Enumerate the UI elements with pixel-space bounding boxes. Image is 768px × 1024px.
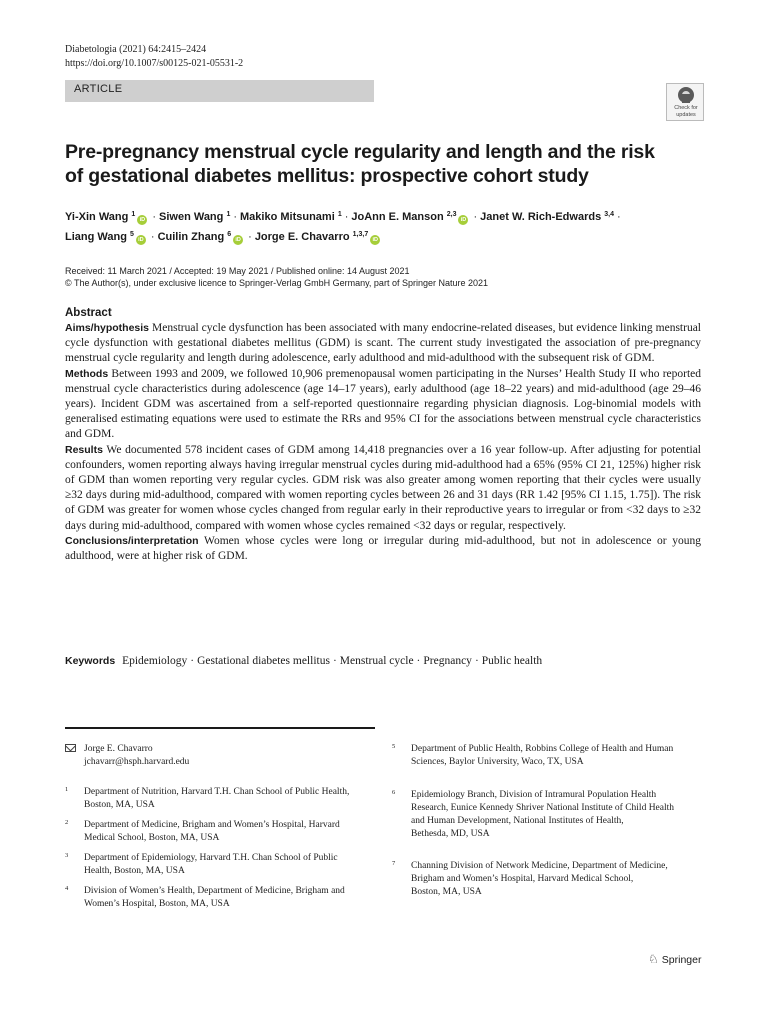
article-type-label: ARTICLE [74, 83, 123, 95]
affiliation-line: Department of Public Health, Robbins College of Health and Human [411, 744, 674, 754]
keyword[interactable]: Gestational diabetes mellitus [197, 655, 330, 667]
orcid-icon[interactable]: iD [370, 235, 380, 245]
keyword[interactable]: Pregnancy [423, 655, 472, 667]
author[interactable] [351, 211, 470, 223]
crossmark-flag-icon [682, 94, 690, 103]
history-dates: Received: 11 March 2021 / Accepted: 19 May 2021 / Published online: 14 August 2021 [65, 266, 410, 276]
conclusions-text: Women whose cycles were long or irregular during mid-adulthood, but not in adolescence or young adulthood, were at higher risk of GDM. [65, 534, 701, 563]
affiliation-number: 4 [65, 885, 69, 892]
keyword[interactable]: Menstrual cycle [339, 655, 414, 667]
abstract-section [65, 306, 701, 564]
doi-link[interactable]: https://doi.org/10.1007/s00125-021-05531-2 [65, 58, 244, 69]
affiliation-line: Department of Nutrition, Harvard T.H. Chan School of Public Health, [84, 787, 350, 797]
affiliation-number: 6 [392, 789, 396, 796]
keyword-separator: · [332, 655, 337, 667]
affiliation-line: and Human Development, National Institutes of Health, [411, 816, 624, 826]
author-name: Jorge E. Chavarro [254, 231, 350, 243]
author-affiliation-ref: 6 [227, 231, 232, 238]
keyword[interactable]: Public health [481, 655, 543, 667]
envelope-icon [65, 744, 76, 752]
check-for-updates-button[interactable] [666, 83, 704, 121]
author-affiliation-ref: 5 [129, 231, 134, 238]
keywords-label: Keywords [65, 655, 116, 667]
author[interactable] [240, 211, 342, 223]
article-title [65, 140, 705, 188]
corresponding-author-name: Jorge E. Chavarro [84, 744, 153, 754]
results-label: Results [65, 443, 103, 456]
footnote-divider [65, 727, 375, 729]
author[interactable] [65, 211, 149, 223]
author-separator: · [473, 211, 478, 223]
affiliation-line: Bethesda, MD, USA [411, 829, 490, 839]
orcid-icon[interactable]: iD [233, 235, 243, 245]
author-affiliation-ref: 1 [226, 211, 231, 218]
methods-text: Between 1993 and 2009, we followed 10,906 premenopausal women participating in the Nurses’ Health Study II who reported menstrual cycle characteristics during adolescence (age 14–17 years), early adulthood (age 18–22 years) and mid-adulthood (age 29–46 years). Incident GDM was ascertained from a self-reported questionnaire regarding physician diagnosis. Log-binomial models with generalised estimating equations were used to estimate the RRs and 95% CI for the associations between menstrual cycle characteristics and GDM. [65, 367, 702, 441]
author-name: Liang Wang [65, 231, 127, 243]
author-list [65, 206, 715, 246]
affiliation-line: Boston, MA, USA [84, 800, 155, 810]
author-affiliation-ref: 2,3 [446, 211, 457, 218]
affiliation-line: Division of Women’s Health, Department of Medicine, Brigham and [84, 886, 345, 896]
author[interactable] [159, 211, 230, 223]
affiliation-number: 5 [392, 743, 396, 750]
methods-label: Methods [65, 367, 109, 380]
publication-history [65, 265, 488, 289]
affiliation-line: Health, Boston, MA, USA [84, 866, 185, 876]
orcid-icon[interactable]: iD [137, 215, 147, 225]
author-separator: · [248, 231, 252, 243]
author-separator: · [152, 211, 156, 223]
affiliation-line: Medical School, Boston, MA, USA [84, 833, 220, 843]
author-name: Siwen Wang [159, 211, 224, 223]
author-name: Yi-Xin Wang [65, 211, 129, 223]
author[interactable] [480, 211, 614, 223]
keyword-separator: · [474, 655, 479, 667]
copyright-line: © The Author(s), under exclusive licence to Springer-Verlag GmbH Germany, part of Springer Nature 2021 [65, 278, 488, 288]
crossmark-line2: updates [676, 111, 696, 118]
article-type-bar [65, 80, 374, 102]
author-affiliation-ref: 1,3,7 [352, 231, 369, 238]
author-separator: · [344, 211, 349, 223]
article-title-line2: of gestational diabetes mellitus: prospective cohort study [65, 165, 589, 187]
author[interactable] [65, 231, 148, 243]
aims-label: Aims/hypothesis [65, 322, 150, 334]
author-name: JoAnn E. Manson [351, 211, 444, 223]
affiliation-line: Brigham and Women’s Hospital, Harvard Medical School, [411, 874, 634, 884]
results-text: We documented 578 incident cases of GDM among 14,418 pregnancies over a 16 year follow-up. After adjusting for potential confounders, women reporting always having irregular menstrual cycles during mid-adulthood had a 65% (95% CI 21, 125%) higher risk of GDM than women reporting very regular cycles. GDM risk was also greater among women reporting that their cycles were usually ≥32 days during mid-adulthood, compared with women reporting cycles between 26 and 31 days (RR 1.42 [95% CI 1.15, 1.75]). The risk of GDM was greater for women whose cycles changed from regular early in their reproductive years to irregular or from <32 days to ≥32 days during mid-adulthood, compared with women whose cycles remained <32 days or regular, respectively. [65, 443, 701, 532]
article-title-line1: Pre-pregnancy menstrual cycle regularity and length and the risk [65, 141, 655, 163]
affiliation-line: Channing Division of Network Medicine, Department of Medicine, [411, 861, 668, 871]
author-separator: · [150, 231, 155, 243]
abstract-heading: Abstract [65, 307, 112, 319]
keyword-separator: · [416, 655, 421, 667]
affiliation-line: Epidemiology Branch, Division of Intramural Population Health [411, 790, 657, 800]
affiliation-line: Department of Epidemiology, Harvard T.H. Chan School of Public [84, 853, 338, 863]
keyword[interactable]: Epidemiology [122, 655, 188, 667]
author-affiliation-ref: 1 [131, 211, 136, 218]
affiliation-line: Boston, MA, USA [411, 887, 482, 897]
abstract-conclusions [65, 534, 701, 564]
abstract-aims [65, 321, 701, 367]
affiliation-number: 3 [65, 852, 69, 859]
author-name: Makiko Mitsunami [240, 211, 335, 223]
author-name: Janet W. Rich-Edwards [480, 211, 602, 223]
keywords-line [65, 654, 542, 669]
author[interactable] [255, 231, 382, 243]
orcid-icon[interactable]: iD [136, 235, 146, 245]
author-separator: · [616, 211, 621, 223]
crossmark-line1: Check for [674, 105, 698, 111]
publisher-name: Springer [661, 954, 702, 966]
author-separator: · [233, 211, 238, 223]
aims-text: Menstrual cycle dysfunction has been associated with many endocrine-related diseases, but evidence linking menstrual cycle dysfunction with gestational diabetes mellitus (GDM) is scant. The current study investigated the association of pre-pregnancy menstrual cycle regularity and length during adolescence, early adulthood and mid-adulthood with the subsequent risk of GDM. [65, 322, 701, 365]
author-name: Cuilin Zhang [157, 231, 225, 243]
abstract-methods [65, 367, 701, 443]
journal-citation-block [65, 43, 243, 71]
journal-citation: Diabetologia (2021) 64:2415–2424 [65, 44, 207, 55]
keyword-separator: · [190, 655, 195, 667]
author-affiliation-ref: 1 [337, 211, 342, 218]
orcid-icon[interactable]: iD [458, 215, 468, 225]
affiliation-line: Department of Medicine, Brigham and Women’s Hospital, Harvard [84, 820, 340, 830]
conclusions-label: Conclusions/interpretation [65, 534, 199, 547]
affiliation-number: 1 [65, 786, 69, 793]
author[interactable] [158, 231, 246, 243]
corresponding-author-email[interactable]: jchavarr@hsph.harvard.edu [84, 757, 190, 767]
abstract-results [65, 443, 701, 534]
affiliation-number: 7 [392, 860, 396, 867]
springer-horse-icon: ♘ [648, 952, 659, 966]
affiliation-line: Research, Eunice Kennedy Shriver National Institute of Child Health [411, 803, 675, 813]
publisher-logo [648, 952, 701, 966]
author-affiliation-ref: 3,4 [604, 211, 614, 218]
affiliation-line: Women’s Hospital, Boston, MA, USA [84, 899, 230, 909]
affiliation-line: Sciences, Baylor University, Waco, TX, USA [411, 757, 584, 767]
affiliation-number: 2 [65, 819, 69, 826]
